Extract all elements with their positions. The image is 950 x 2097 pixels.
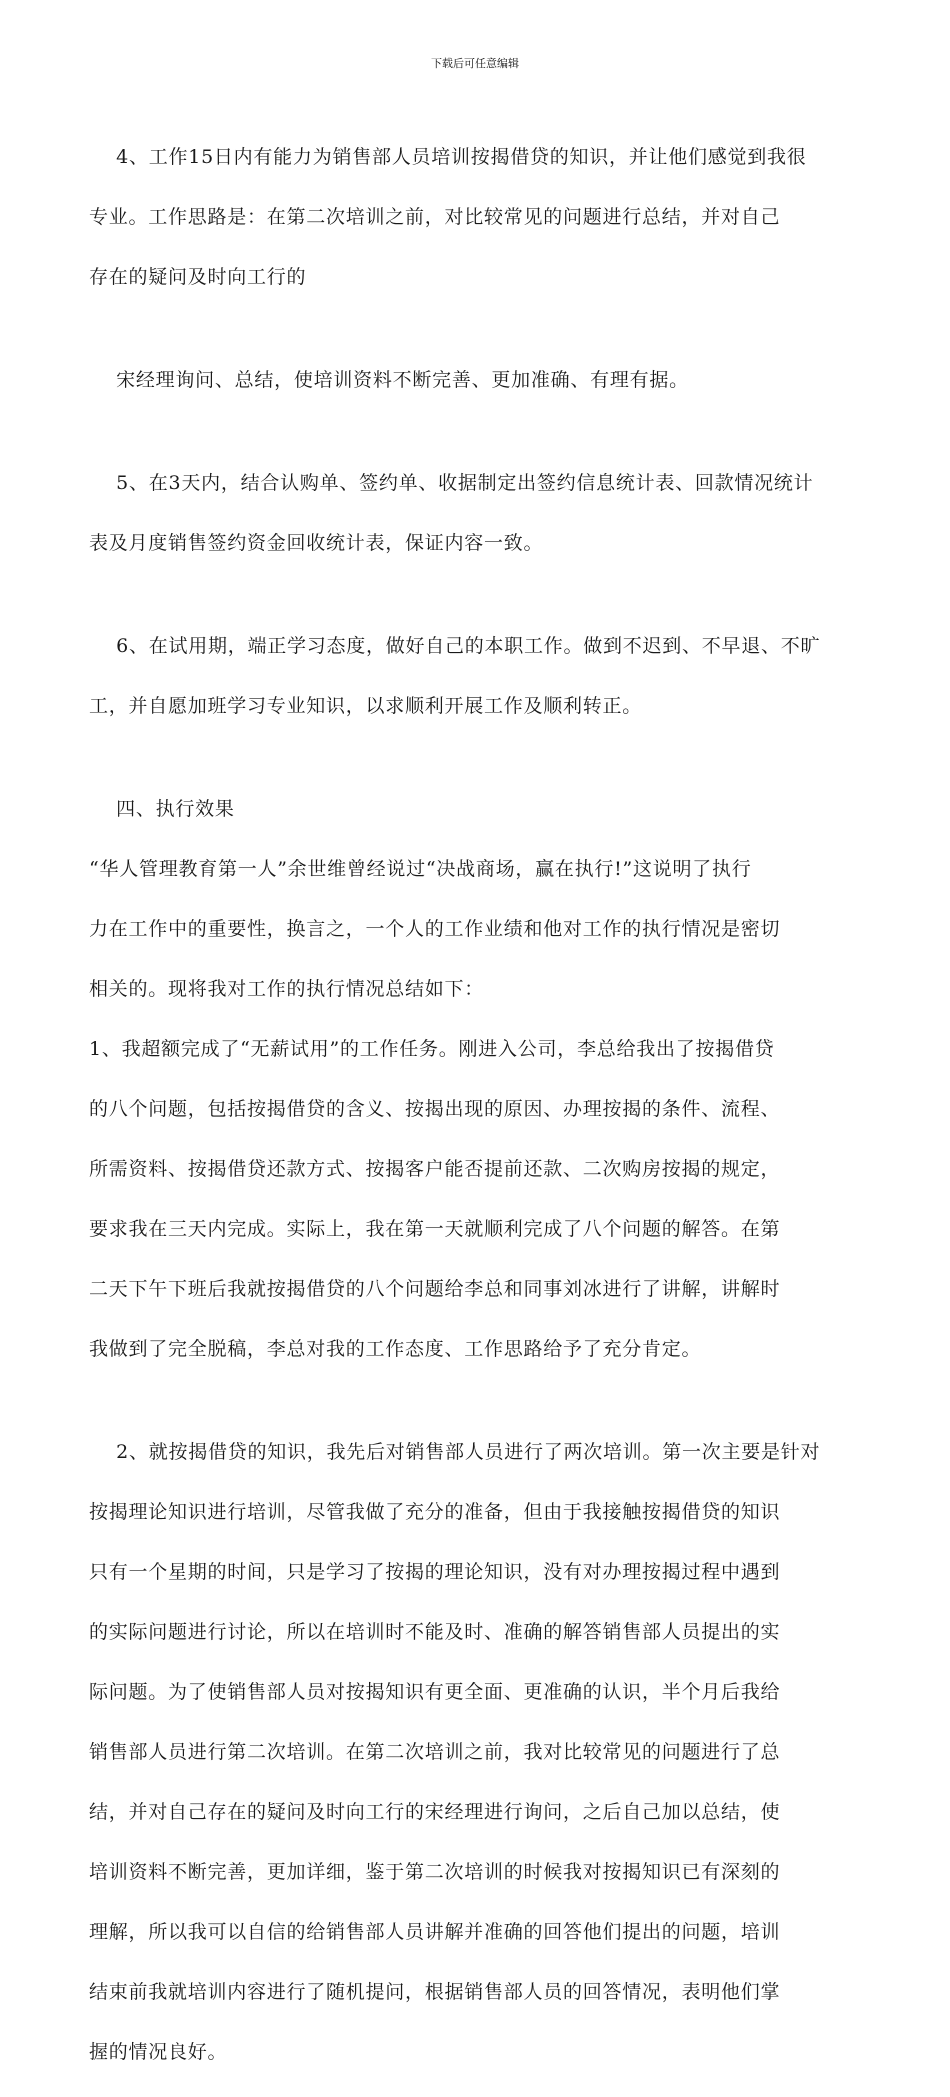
text-line: 力在工作中的重要性，换言之，一个人的工作业绩和他对工作的执行情况是密切 bbox=[89, 918, 781, 940]
text-line: 的八个问题，包括按揭借贷的含义、按揭出现的原因、办理按揭的条件、流程、 bbox=[89, 1098, 781, 1120]
text-line: 工，并自愿加班学习专业知识，以求顺利开展工作及顺利转正。 bbox=[89, 695, 643, 717]
text-line: 相关的。现将我对工作的执行情况总结如下： bbox=[89, 978, 485, 1000]
text-line: 结，并对自己存在的疑问及时向工行的宋经理进行询问，之后自己加以总结，使 bbox=[89, 1801, 781, 1823]
text-line: 按揭理论知识进行培训，尽管我做了充分的准备，但由于我接触按揭借贷的知识 bbox=[89, 1501, 781, 1523]
page-header-note: 下载后可任意编辑 bbox=[431, 57, 519, 70]
text-line: 6、在试用期，端正学习态度，做好自己的本职工作。做到不迟到、不早退、不旷 bbox=[116, 635, 821, 657]
text-line: 专业。工作思路是：在第二次培训之前，对比较常见的问题进行总结，并对自己 bbox=[89, 206, 781, 228]
document-body bbox=[89, 112, 861, 2097]
text-line: 4、工作15日内有能力为销售部人员培训按揭借贷的知识，并让他们感觉到我很 bbox=[116, 146, 807, 168]
text-line: 1、我超额完成了“无薪试用”的工作任务。刚进入公司，李总给我出了按揭借贷 bbox=[89, 1038, 775, 1060]
text-line: 握的情况良好。 bbox=[89, 2041, 228, 2063]
text-line: 二天下午下班后我就按揭借贷的八个问题给李总和同事刘冰进行了讲解，讲解时 bbox=[89, 1278, 781, 1300]
paragraph-item-4-continued bbox=[89, 335, 861, 425]
text-line: 只有一个星期的时间，只是学习了按揭的理论知识，没有对办理按揭过程中遇到 bbox=[89, 1561, 781, 1583]
text-line: 宋经理询问、总结，使培训资料不断完善、更加准确、有理有据。 bbox=[116, 369, 689, 391]
text-line: 理解，所以我可以自信的给销售部人员讲解并准确的回答他们提出的问题，培训 bbox=[89, 1921, 781, 1943]
text-line: 的实际问题进行讨论，所以在培训时不能及时、准确的解答销售部人员提出的实 bbox=[89, 1621, 781, 1643]
text-line: 表及月度销售签约资金回收统计表，保证内容一致。 bbox=[89, 532, 544, 554]
text-line: “华人管理教育第一人”余世维曾经说过“决战商场，赢在执行!”这说明了执行 bbox=[89, 858, 752, 880]
paragraph-item-5 bbox=[89, 438, 861, 588]
text-line: 存在的疑问及时向工行的 bbox=[89, 266, 307, 288]
text-line: 销售部人员进行第二次培训。在第二次培训之前，我对比较常见的问题进行了总 bbox=[89, 1741, 781, 1763]
section-heading: 四、执行效果 bbox=[116, 798, 235, 820]
section-execution-results bbox=[89, 764, 861, 1394]
paragraph-item-4-plan bbox=[89, 112, 861, 322]
text-line: 培训资料不断完善，更加详细，鉴于第二次培训的时候我对按揭知识已有深刻的 bbox=[89, 1861, 781, 1883]
paragraph-item-6 bbox=[89, 601, 861, 751]
text-line: 要求我在三天内完成。实际上，我在第一天就顺利完成了八个问题的解答。在第 bbox=[89, 1218, 781, 1240]
text-line: 5、在3天内，结合认购单、签约单、收据制定出签约信息统计表、回款情况统计 bbox=[116, 472, 814, 494]
text-line: 2、就按揭借贷的知识，我先后对销售部人员进行了两次培训。第一次主要是针对 bbox=[116, 1441, 821, 1463]
text-line: 结束前我就培训内容进行了随机提问，根据销售部人员的回答情况，表明他们掌 bbox=[89, 1981, 781, 2003]
paragraph-item-2-training bbox=[89, 1407, 861, 2097]
text-line: 所需资料、按揭借贷还款方式、按揭客户能否提前还款、二次购房按揭的规定， bbox=[89, 1158, 781, 1180]
text-line: 我做到了完全脱稿，李总对我的工作态度、工作思路给予了充分肯定。 bbox=[89, 1338, 702, 1360]
text-line: 际问题。为了使销售部人员对按揭知识有更全面、更准确的认识，半个月后我给 bbox=[89, 1681, 781, 1703]
